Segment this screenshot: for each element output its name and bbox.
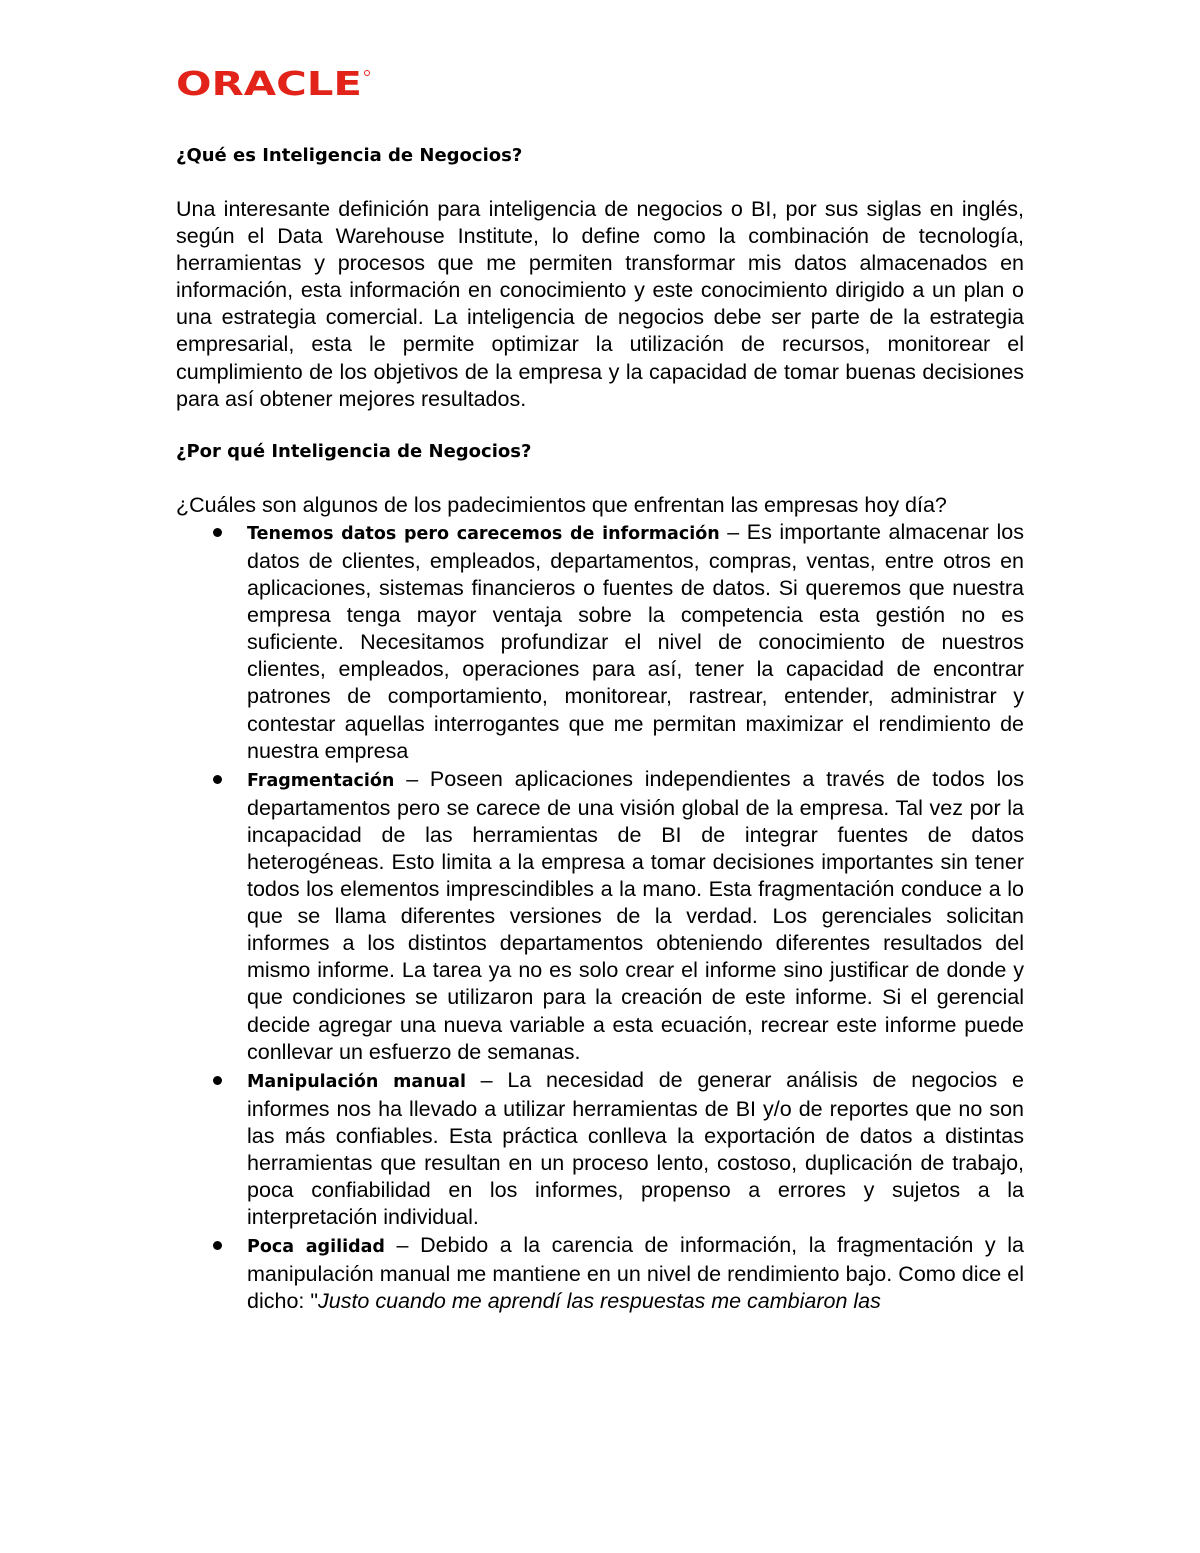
problems-list bbox=[176, 519, 1024, 1316]
list-item-text: – Debido a la carencia de información, la fragmentación y la manipulación manual me mantiene en un nivel de rendimiento bajo. Como dice el dicho: " bbox=[247, 1233, 1024, 1314]
list-item bbox=[176, 1067, 1024, 1232]
bullet-icon bbox=[213, 528, 222, 537]
oracle-logo bbox=[176, 69, 372, 99]
paragraph-question: ¿Cuáles son algunos de los padecimientos que enfrentan las empresas hoy día? bbox=[176, 492, 947, 517]
list-item-term: Manipulación manual bbox=[247, 1071, 466, 1092]
heading-por-que-bi: ¿Por qué Inteligencia de Negocios? bbox=[176, 440, 532, 462]
heading-que-es-bi: ¿Qué es Inteligencia de Negocios? bbox=[176, 145, 523, 166]
list-item-text: – La necesidad de generar análisis de negocios e informes nos ha llevado a utilizar herramientas de BI y/o de reportes que no son las más confiables. Esta práctica conlleva la exportación de datos a distintas herramientas que resultan en un proceso lento, costoso, duplicación de trabajo, poca confiabilidad en los informes, propenso a errores y sujetos a la interpretación individual. bbox=[247, 1067, 1024, 1230]
list-item-term: Poca agilidad bbox=[247, 1237, 385, 1258]
list-item bbox=[176, 766, 1024, 1066]
registered-mark-icon bbox=[365, 71, 370, 76]
document-body bbox=[176, 140, 1024, 1317]
list-item-quote: Justo cuando me aprendí las respuestas me cambiaron las bbox=[317, 1289, 881, 1314]
paragraph-definition: Una interesante definición para inteligencia de negocios o BI, por sus siglas en inglés, según el Data Warehouse Institute, lo define como la combinación de tecnología, herramientas y procesos que me permiten transformar mis datos almacenados en información, esta información en conocimiento y este conocimiento dirigido a un plan o una estrategia comercial. La inteligencia de negocios debe ser parte de la estrategia empresarial, esta le permite optimizar la utilización de recursos, monitorear el cumplimiento de los objetivos de la empresa y la capacidad de tomar buenas decisiones para así obtener mejores resultados. bbox=[176, 197, 1024, 411]
oracle-wordmark: ORACLE bbox=[176, 69, 362, 99]
oracle-logo-mark bbox=[176, 69, 372, 99]
list-item bbox=[176, 519, 1024, 765]
bullet-icon bbox=[213, 1241, 222, 1250]
bullet-icon bbox=[213, 775, 222, 784]
bullet-icon bbox=[213, 1076, 222, 1085]
list-item-term: Tenemos datos pero carecemos de información bbox=[247, 523, 720, 544]
list-item-text: – Poseen aplicaciones independientes a través de todos los departamentos pero se carece de una visión global de la empresa. Tal vez por la incapacidad de las herramientas de BI de integrar fuentes de datos heterogéneas. Esto limita a la empresa a tomar decisiones importantes sin tener todos los elementos imprescindibles a la mano. Esta fragmentación conduce a lo que se llama diferentes versiones de la verdad. Los gerenciales solicitan informes a los distintos departamentos obteniendo diferentes resultados del mismo informe. La tarea ya no es solo crear el informe sino justificar de donde y que condiciones se utilizaron para la creación de este informe. Si el gerencial decide agregar una nueva variable a esta ecuación, recrear este informe puede conllevar un esfuerzo de semanas. bbox=[247, 766, 1024, 1064]
list-item-term: Fragmentación bbox=[247, 770, 395, 791]
list-item-text: – Es importante almacenar los datos de clientes, empleados, departamentos, compras, ventas, entre otros en aplicaciones, sistemas financieros o fuentes de datos. Si queremos que nuestra empresa tenga mayor ventaja sobre la competencia esta gestión no es suficiente. Necesitamos profundizar el nivel de conocimiento de nuestros clientes, empleados, operaciones para así, tener la capacidad de encontrar patrones de comportamiento, monitorear, rastrear, entender, administrar y contestar aquellas interrogantes que me permitan maximizar el rendimiento de nuestra empresa bbox=[247, 519, 1024, 763]
list-item bbox=[176, 1232, 1024, 1315]
